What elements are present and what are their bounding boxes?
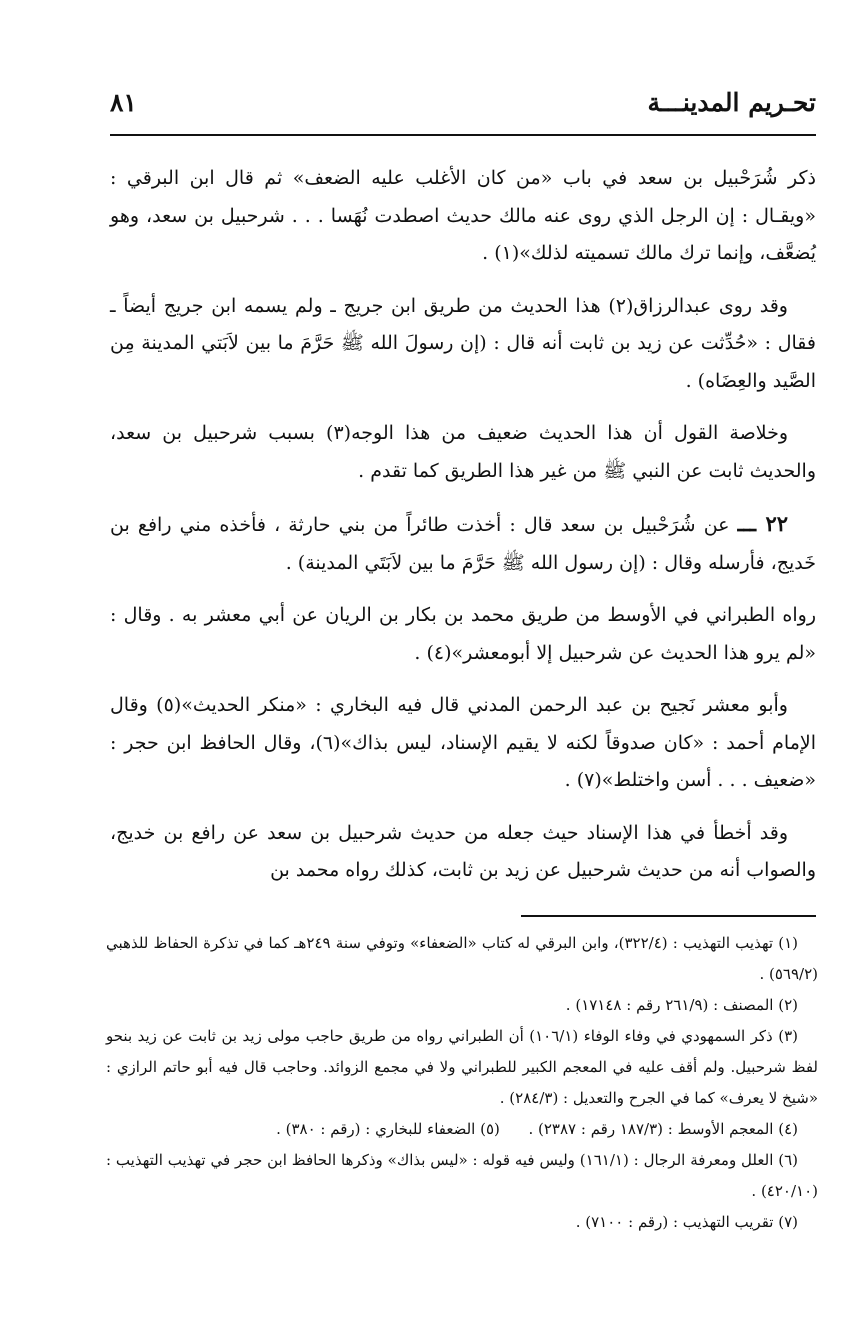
footnote-5: (٥) الضعفاء للبخاري : (رقم : ٣٨٠) .	[276, 1120, 500, 1138]
footnote-3: (٣) ذكر السمهودي في وفاء الوفاء (١٠٦/١) أن الطبراني رواه من طريق حاجب مولى زيد بن ثابت عن زيد بنحو لفظ شرحبيل. ولم أقف عليه في المعجم الكبير للطبراني ولا في مجمع الزوائد. وحاجب قال فيه أبو حاتم الرازي : «شيخ لا يعرف» كما في الجرح والتعديل : (٢٨٤/٣) .	[106, 1027, 818, 1107]
paragraph: وخلاصة القول أن هذا الحديث ضعيف من هذا الوجه(٣) بسبب شرحبيل بن سعد، والحديث ثابت عن النبي ﷺ من غير هذا الطريق كما تقدم .	[110, 422, 816, 482]
hadith-paragraph	[110, 505, 816, 582]
footnote-4: (٤) المعجم الأوسط : (١٨٧/٣ رقم : ٢٣٨٧) .	[528, 1120, 798, 1138]
footnote-7: (٧) تقريب التهذيب : (رقم : ٧١٠٠) .	[575, 1213, 798, 1231]
footnotes	[106, 928, 818, 1238]
page-number: ٨١	[110, 88, 137, 117]
header-rule	[110, 134, 816, 136]
paragraph: وقد روى عبدالرزاق(٢) هذا الحديث من طريق ابن جريج ـ ولم يسمه ابن جريج أيضاً ـ فقال : «حُدِّثت عن زيد بن ثابت أنه قال : (إن رسولَ الله ﷺ حَرَّمَ ما بين لاَبَتي المدينة مِن الصَّيد والعِضَاه) .	[110, 294, 816, 392]
paragraph: وأبو معشر نَجيح بن عبد الرحمن المدني قال فيه البخاري : «منكر الحديث»(٥) وقال الإمام أحمد : «كان صدوقاً لكنه لا يقيم الإسناد، ليس بذاك»(٦)، وقال الحافظ ابن حجر : «ضعيف . . . أسن واختلط»(٧) .	[110, 694, 816, 791]
footnote-1: (١) تهذيب التهذيب : (٣٢٢/٤)، وابن البرقي له كتاب «الضعفاء» وتوفي سنة ٢٤٩هـ كما في تذكرة الحفاظ للذهبي (٥٦٩/٢) .	[106, 934, 818, 983]
page-header	[110, 84, 816, 128]
hadith-text: عن شُرَحْبيل بن سعد قال : أخذت طائراً من بني حارثة ، فأخذه مني رافع بن خَديج، فأرسله وقال : (إن رسول الله ﷺ حَرَّمَ ما بين لاَبَتَي المدينة) .	[110, 514, 816, 574]
paragraph: ذكر شُرَحْبيل بن سعد في باب «من كان الأغلب عليه الضعف» ثم قال ابن البرقي : «ويقـال : إن الرجل الذي روى عنه مالك حديث اصطدت نُهَسا . . . شرحبيل بن سعد، وهو يُضعَّف، وإنما ترك مالك تسميته لذلك»(١) .	[110, 167, 816, 264]
footnote-2: (٢) المصنف : (٢٦١/٩ رقم : ١٧١٤٨) .	[565, 996, 798, 1014]
paragraph: رواه الطبراني في الأوسط من طريق محمد بن بكار بن الريان عن أبي معشر به . وقال : «لم يرو هذا الحديث عن شرحبيل إلا أبومعشر»(٤) .	[110, 604, 816, 664]
paragraph: وقد أخطأ في هذا الإسناد حيث جعله من حديث شرحبيل بن سعد عن رافع بن خديج، والصواب أنه من حديث شرحبيل عن زيد بن ثابت، كذلك رواه محمد بن	[110, 821, 816, 881]
footnote-6: (٦) العلل ومعرفة الرجال : (١٦١/١) وليس فيه قوله : «ليس بذاك» وذكرها الحافظ ابن حجر في تهذيب التهذيب : (٤٢٠/١٠) .	[106, 1151, 818, 1200]
main-text	[110, 160, 816, 905]
footnote-separator	[521, 915, 816, 917]
hadith-number: ٢٢ ـــ	[737, 511, 788, 536]
running-title: تحـريم المدينـــة	[647, 88, 816, 117]
footnote-row-4-5	[106, 1114, 818, 1145]
